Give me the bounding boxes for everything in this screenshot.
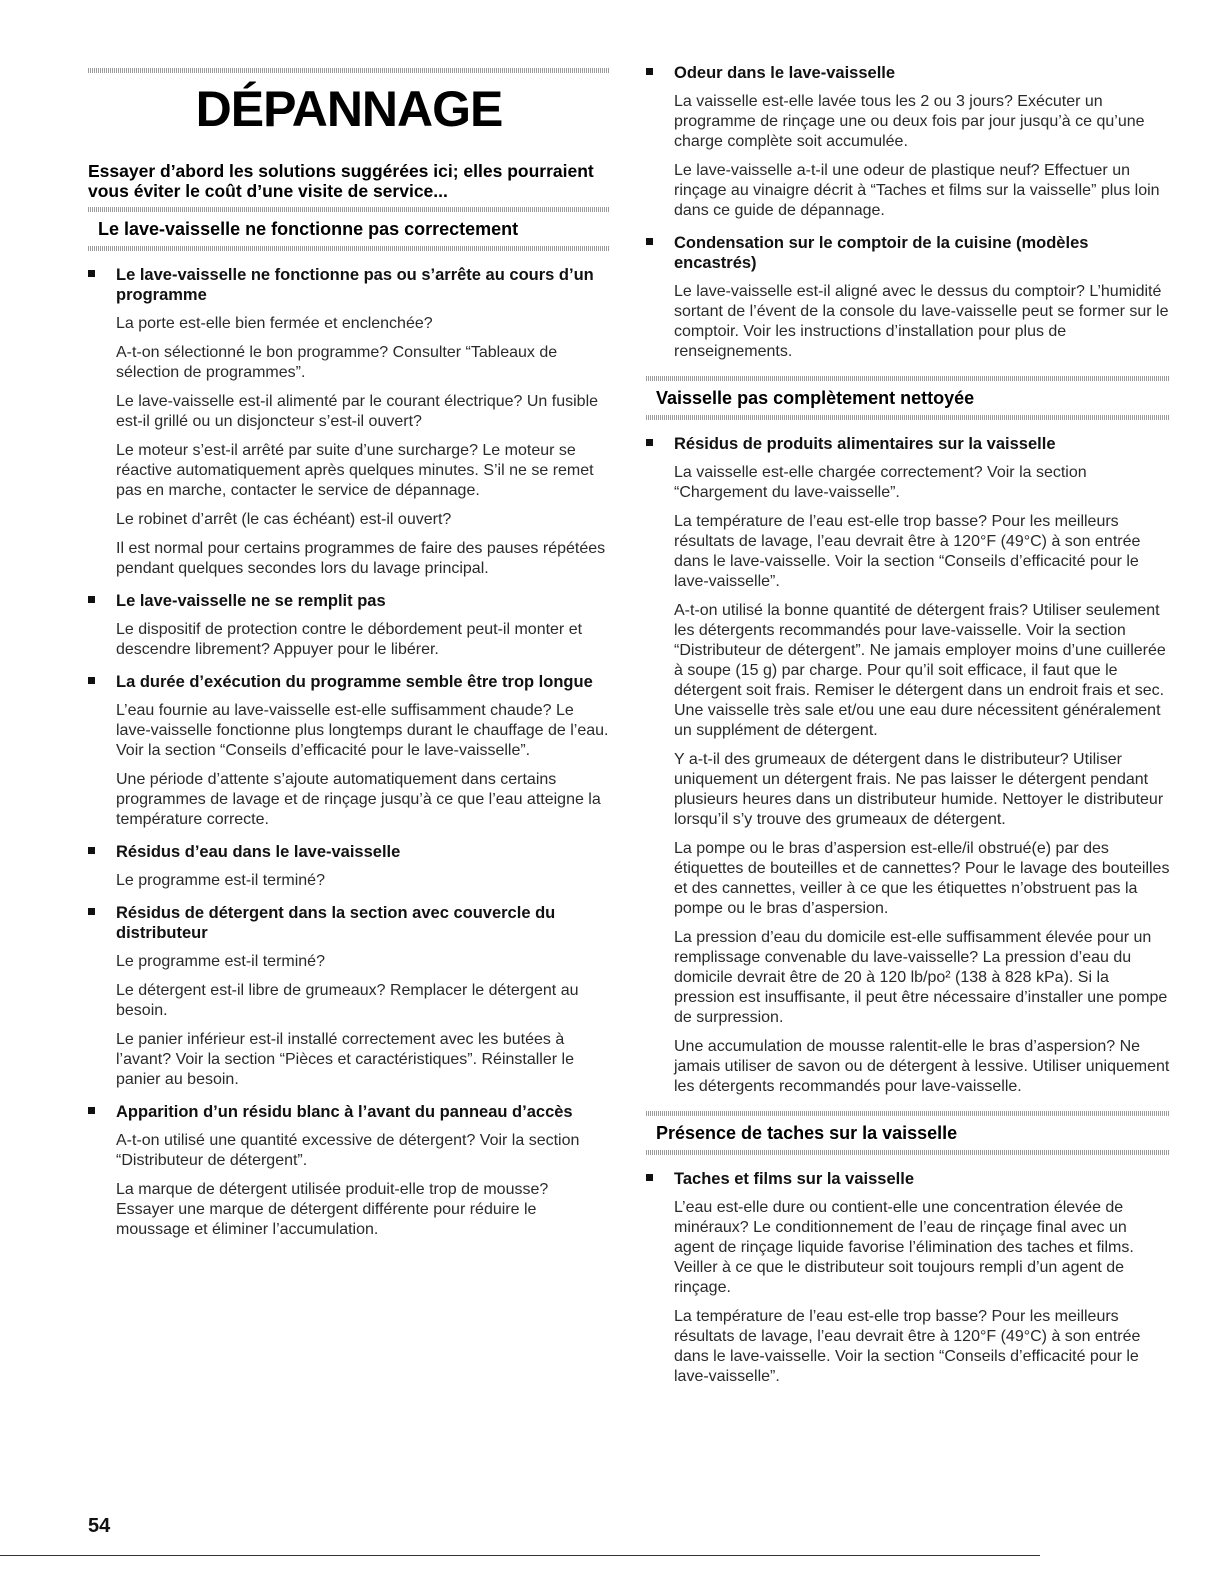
list-item bbox=[646, 1169, 1170, 1387]
bullet-icon bbox=[88, 847, 95, 854]
item-text: Une accumulation de mousse ralentit-elle le bras d’aspersion? Ne jamais utiliser de savon ou de détergent à lessive. Utiliser uniquement les détergents recommandés pour lave-vaisselle. bbox=[674, 1038, 1170, 1095]
bullet-icon bbox=[646, 1174, 653, 1181]
bullet-icon bbox=[88, 270, 95, 277]
item-text: L’eau est-elle dure ou contient-elle une concentration élevée de minéraux? Le conditionnement de l’eau de rinçage final avec un agent de rinçage liquide favorise l’élimination des taches et films. Veiller à ce que le distributeur soit toujours rempli d’un agent de rinçage. bbox=[674, 1199, 1134, 1296]
intro-text: Essayer d’abord les solutions suggérées ici; elles pourraient vous éviter le coût d’une visite de service... bbox=[88, 161, 594, 201]
page-number: 54 bbox=[88, 1515, 111, 1537]
item-text: L’eau fournie au lave-vaisselle est-elle suffisamment chaude? Le lave-vaisselle fonctionne plus longtemps durant le chauffage de l’eau. Voir la section “Conseils d’efficacité pour le lave-vaisselle”. bbox=[116, 702, 609, 759]
list-item bbox=[646, 63, 1170, 221]
bullet-icon bbox=[646, 68, 653, 75]
item-text: Le détergent est-il libre de grumeaux? Remplacer le détergent au besoin. bbox=[116, 982, 579, 1019]
item-text: Le panier inférieur est-il installé correctement avec les butées à l’avant? Voir la section “Pièces et caractéristiques”. Réinstaller le panier au besoin. bbox=[116, 1031, 574, 1088]
item-text: A-t-on sélectionné le bon programme? Consulter “Tableaux de sélection de programmes”. bbox=[116, 344, 558, 381]
page-title: DÉPANNAGE bbox=[195, 81, 503, 137]
item-text: Le moteur s’est-il arrêté par suite d’une surcharge? Le moteur se réactive automatiquement après quelques minutes. S’il ne se remet pas en marche, contacter le service de dépannage. bbox=[116, 442, 594, 499]
item-text: Le programme est-il terminé? bbox=[116, 872, 325, 889]
item-text: La pompe ou le bras d’aspersion est-elle/il obstrué(e) par des étiquettes de bouteilles et de cannettes? Pour le lavage des bouteilles et des cannettes, veiller à ce que les étiquettes n’obstruent pas la pompe ou le bras d’aspersion. bbox=[674, 840, 1170, 917]
bullet-icon bbox=[646, 238, 653, 245]
item-text: Le lave-vaisselle a-t-il une odeur de plastique neuf? Effectuer un rinçage au vinaigre décrit à “Taches et films sur la vaisselle” plus loin dans ce guide de dépannage. bbox=[674, 162, 1160, 219]
item-text: Il est normal pour certains programmes de faire des pauses répétées pendant quelques secondes lors du lavage principal. bbox=[116, 540, 606, 577]
section-title-spots: Présence de taches sur la vaisselle bbox=[656, 1123, 958, 1143]
right-column bbox=[646, 0, 1170, 1387]
section-title-not-working: Le lave-vaisselle ne fonctionne pas correctement bbox=[98, 219, 519, 239]
item-text: La porte est-elle bien fermée et enclenchée? bbox=[116, 315, 433, 332]
item-heading: Le lave-vaisselle ne fonctionne pas ou s’arrête au cours d’un programme bbox=[116, 266, 594, 304]
item-heading: Odeur dans le lave-vaisselle bbox=[674, 64, 896, 82]
item-heading: Taches et films sur la vaisselle bbox=[674, 1170, 914, 1188]
item-heading: Apparition d’un résidu blanc à l’avant du panneau d’accès bbox=[116, 1103, 573, 1121]
section-title-not-clean: Vaisselle pas complètement nettoyée bbox=[656, 388, 975, 408]
item-heading: Résidus de détergent dans la section avec couvercle du distributeur bbox=[116, 904, 556, 942]
list-item bbox=[88, 842, 610, 891]
list-item bbox=[88, 903, 610, 1090]
bullet-icon bbox=[88, 677, 95, 684]
item-heading: Résidus d’eau dans le lave-vaisselle bbox=[116, 843, 401, 861]
bullet-icon bbox=[88, 1107, 95, 1114]
left-column bbox=[88, 0, 610, 1240]
item-text: La marque de détergent utilisée produit-elle trop de mousse? Essayer une marque de détergent différente pour réduire le moussage et éliminer l’accumulation. bbox=[116, 1181, 549, 1238]
list-item bbox=[646, 434, 1170, 1097]
item-heading: La durée d’exécution du programme semble être trop longue bbox=[116, 673, 593, 691]
item-text: Le robinet d’arrêt (le cas échéant) est-il ouvert? bbox=[116, 511, 452, 528]
bullet-icon bbox=[88, 908, 95, 915]
item-heading: Le lave-vaisselle ne se remplit pas bbox=[116, 592, 386, 610]
section-rule-bottom bbox=[88, 246, 610, 251]
list-item bbox=[646, 233, 1170, 362]
section-rule-bottom bbox=[646, 1150, 1170, 1155]
bullet-icon bbox=[88, 596, 95, 603]
bullet-icon bbox=[646, 439, 653, 446]
item-text: La pression d’eau du domicile est-elle suffisamment élevée pour un remplissage convenable du lave-vaisselle? La pression d’eau du domicile devrait être de 20 à 120 lb/po² (138 à 828 kPa). Si la pression est insuffisante, il peut être nécessaire d’installer une pompe de surpression. bbox=[674, 929, 1168, 1026]
item-text: La vaisselle est-elle lavée tous les 2 ou 3 jours? Exécuter un programme de rinçage une ou deux fois par jour jusqu’à ce qu’une charge complète soit accumulée. bbox=[674, 93, 1145, 150]
list-item bbox=[88, 672, 610, 830]
list-item bbox=[88, 1102, 610, 1240]
list-item bbox=[88, 265, 610, 579]
item-text: A-t-on utilisé une quantité excessive de détergent? Voir la section “Distributeur de détergent”. bbox=[116, 1132, 580, 1169]
item-text: A-t-on utilisé la bonne quantité de détergent frais? Utiliser seulement les détergents recommandés pour lave-vaisselle. Voir la section “Distributeur de détergent”. Ne jamais employer moins d’une cuillerée à soupe (15 g) par charge. Pour qu’il soit efficace, il faut que le détergent soit frais. Remiser le détergent dans un endroit frais et sec. Une vaisselle très sale et/ou une eau dure nécessitent généralement un supplément de détergent. bbox=[674, 602, 1166, 739]
item-heading: Résidus de produits alimentaires sur la vaisselle bbox=[674, 435, 1056, 453]
item-text: Y a-t-il des grumeaux de détergent dans le distributeur? Utiliser uniquement un détergent frais. Ne pas laisser le détergent pendant plusieurs heures dans un distributeur humide. Nettoyer le distributeur lorsqu’il s’y trouve des grumeaux de détergent. bbox=[674, 751, 1164, 828]
item-text: Le dispositif de protection contre le débordement peut-il monter et descendre librement? Appuyer pour le libérer. bbox=[116, 621, 583, 658]
list-item bbox=[88, 591, 610, 660]
section-rule-bottom bbox=[646, 415, 1170, 420]
item-text: La vaisselle est-elle chargée correctement? Voir la section “Chargement du lave-vaisselle”. bbox=[674, 464, 1087, 501]
item-text: La température de l’eau est-elle trop basse? Pour les meilleurs résultats de lavage, l’eau devrait être à 120°F (49°C) à son entrée dans le lave-vaisselle. Voir la section “Conseils d’efficacité pour le lave-vaisselle”. bbox=[674, 513, 1141, 590]
item-text: Le lave-vaisselle est-il alimenté par le courant électrique? Un fusible est-il grillé ou un disjoncteur s’est-il ouvert? bbox=[116, 393, 599, 430]
title-top-rule bbox=[88, 68, 610, 73]
item-text: La température de l’eau est-elle trop basse? Pour les meilleurs résultats de lavage, l’eau devrait être à 120°F (49°C) à son entrée dans le lave-vaisselle. Voir la section “Conseils d’efficacité pour le lave-vaisselle”. bbox=[674, 1308, 1141, 1385]
item-text: Le lave-vaisselle est-il aligné avec le dessus du comptoir? L’humidité sortant de l’évent de la console du lave-vaisselle peut se former sur le comptoir. Voir les instructions d’installation pour plus de renseignements. bbox=[674, 283, 1169, 360]
item-text: Une période d’attente s’ajoute automatiquement dans certains programmes de lavage et de rinçage jusqu’à ce que l’eau atteigne la température correcte. bbox=[116, 771, 601, 828]
footer-rule bbox=[0, 1555, 1040, 1556]
item-text: Le programme est-il terminé? bbox=[116, 953, 325, 970]
item-heading: Condensation sur le comptoir de la cuisine (modèles encastrés) bbox=[674, 234, 1089, 272]
